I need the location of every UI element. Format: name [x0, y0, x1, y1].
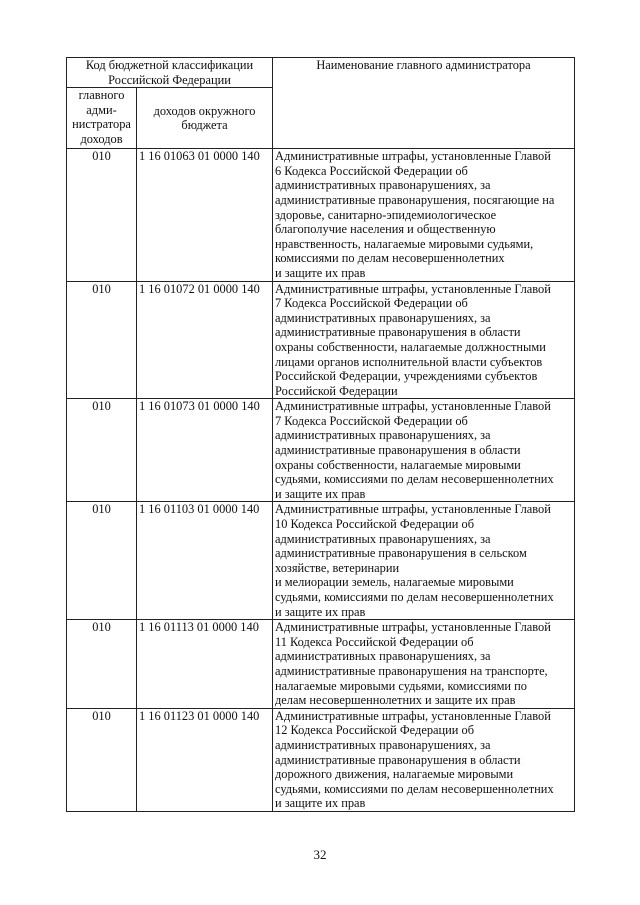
- admin-name-cell: [273, 502, 575, 620]
- admin-name-line: 12 Кодекса Российской Федерации об: [275, 723, 475, 738]
- admin-name-line: административные правонарушения в области: [275, 752, 521, 767]
- page-number: 32: [313, 847, 327, 862]
- table-row: [67, 399, 575, 502]
- admin-name-line: Российской Федерации, учреждениями субъектов: [275, 369, 538, 384]
- admin-name-line: Российской Федерации: [275, 383, 398, 398]
- admin-name-line: благополучие населения и общественную: [275, 222, 496, 237]
- budget-classification-table: [66, 57, 575, 812]
- admin-name-line: и защите их прав: [275, 604, 366, 619]
- header-income-code: [137, 88, 273, 149]
- admin-name-line: Административные штрафы, установленные Главой: [275, 708, 551, 723]
- header-income-code-line: доходов окружного: [153, 103, 256, 118]
- admin-name-line: и защите их прав: [275, 265, 366, 280]
- admin-name-line: дорожного движения, налагаемые мировыми: [275, 767, 514, 782]
- admin-name-line: комиссиями по делам несовершеннолетних: [275, 251, 505, 266]
- header-income-code-line: бюджета: [181, 118, 228, 133]
- admin-name-line: Административные штрафы, установленные Главой: [275, 620, 551, 635]
- admin-code-cell: 010: [67, 149, 137, 281]
- admin-name-line: административных правонарушениях, за: [275, 428, 491, 443]
- admin-name-line: административные правонарушения в области: [275, 325, 521, 340]
- admin-name-line: 11 Кодекса Российской Федерации об: [275, 634, 474, 649]
- admin-name-line: и защите их прав: [275, 796, 366, 811]
- admin-name-line: административные правонарушения в сельском: [275, 546, 527, 561]
- admin-name-line: административных правонарушениях, за: [275, 310, 491, 325]
- table-header: [67, 58, 575, 149]
- header-admin-code-line: доходов: [80, 131, 123, 146]
- admin-name-line: Административные штрафы, установленные Главой: [275, 502, 551, 517]
- admin-name-line: и мелиорации земель, налагаемые мировыми: [275, 575, 514, 590]
- admin-name-line: административных правонарушениях, за: [275, 649, 491, 664]
- admin-code-cell: 010: [67, 708, 137, 811]
- admin-name-cell: [273, 149, 575, 281]
- admin-name-cell: [273, 620, 575, 709]
- income-code-cell: 1 16 01072 01 0000 140: [137, 281, 273, 399]
- header-admin-name: Наименование главного администратора: [273, 58, 575, 149]
- admin-name-line: 7 Кодекса Российской Федерации об: [275, 413, 468, 428]
- header-admin-code-line: адми-: [86, 102, 117, 117]
- admin-name-line: 7 Кодекса Российской Федерации об: [275, 296, 468, 311]
- header-budget-classification-code: [67, 58, 273, 88]
- admin-name-line: 10 Кодекса Российской Федерации об: [275, 517, 475, 532]
- income-code-cell: 1 16 01113 01 0000 140: [137, 620, 273, 709]
- admin-code-cell: 010: [67, 620, 137, 709]
- admin-name-line: административных правонарушениях, за: [275, 178, 491, 193]
- admin-name-line: Административные штрафы, установленные Главой: [275, 399, 551, 414]
- admin-name-line: административные правонарушения на транспорте,: [275, 663, 548, 678]
- table-row: [67, 620, 575, 709]
- admin-name-line: административные правонарушения в области: [275, 443, 521, 458]
- admin-name-line: административных правонарушениях, за: [275, 737, 491, 752]
- admin-name-line: Административные штрафы, установленные Главой: [275, 281, 551, 296]
- income-code-cell: 1 16 01073 01 0000 140: [137, 399, 273, 502]
- header-admin-code: [67, 88, 137, 149]
- admin-name-line: охраны собственности, налагаемые должностными: [275, 339, 546, 354]
- admin-name-cell: [273, 708, 575, 811]
- header-group-line: Код бюджетной классификации: [85, 58, 254, 72]
- table-row: [67, 149, 575, 281]
- admin-name-line: судьями, комиссиями по делам несовершеннолетних: [275, 781, 554, 796]
- admin-name-line: Административные штрафы, установленные Главой: [275, 149, 551, 164]
- admin-code-cell: 010: [67, 281, 137, 399]
- admin-name-line: делам несовершеннолетних и защите их прав: [275, 693, 516, 708]
- income-code-cell: 1 16 01123 01 0000 140: [137, 708, 273, 811]
- admin-name-line: нравственность, налагаемые мировыми судьями,: [275, 236, 534, 251]
- income-code-cell: 1 16 01063 01 0000 140: [137, 149, 273, 281]
- admin-name-cell: [273, 281, 575, 399]
- admin-code-cell: 010: [67, 399, 137, 502]
- table-row: [67, 502, 575, 620]
- admin-name-line: лицами органов исполнительной власти субъектов: [275, 354, 543, 369]
- income-code-cell: 1 16 01103 01 0000 140: [137, 502, 273, 620]
- admin-code-cell: 010: [67, 502, 137, 620]
- admin-name-line: налагаемые мировыми судьями, комиссиями по: [275, 678, 527, 693]
- header-admin-code-line: нистратора: [72, 117, 131, 132]
- admin-name-line: хозяйстве, ветеринарии: [275, 560, 400, 575]
- admin-name-line: административные правонарушения, посягающие на: [275, 192, 555, 207]
- admin-name-line: и защите их прав: [275, 486, 366, 501]
- header-admin-code-line: главного: [78, 88, 125, 103]
- table-body: [67, 149, 575, 812]
- admin-name-line: судьями, комиссиями по делам несовершеннолетних: [275, 472, 554, 487]
- admin-name-line: здоровье, санитарно-эпидемиологическое: [275, 207, 497, 222]
- admin-name-line: административных правонарушениях, за: [275, 531, 491, 546]
- admin-name-line: охраны собственности, налагаемые мировыми: [275, 457, 521, 472]
- table-row: [67, 708, 575, 811]
- admin-name-cell: [273, 399, 575, 502]
- table-row: [67, 281, 575, 399]
- admin-name-line: 6 Кодекса Российской Федерации об: [275, 163, 468, 178]
- admin-name-line: судьями, комиссиями по делам несовершеннолетних: [275, 590, 554, 604]
- header-group-line: Российской Федерации: [108, 72, 231, 87]
